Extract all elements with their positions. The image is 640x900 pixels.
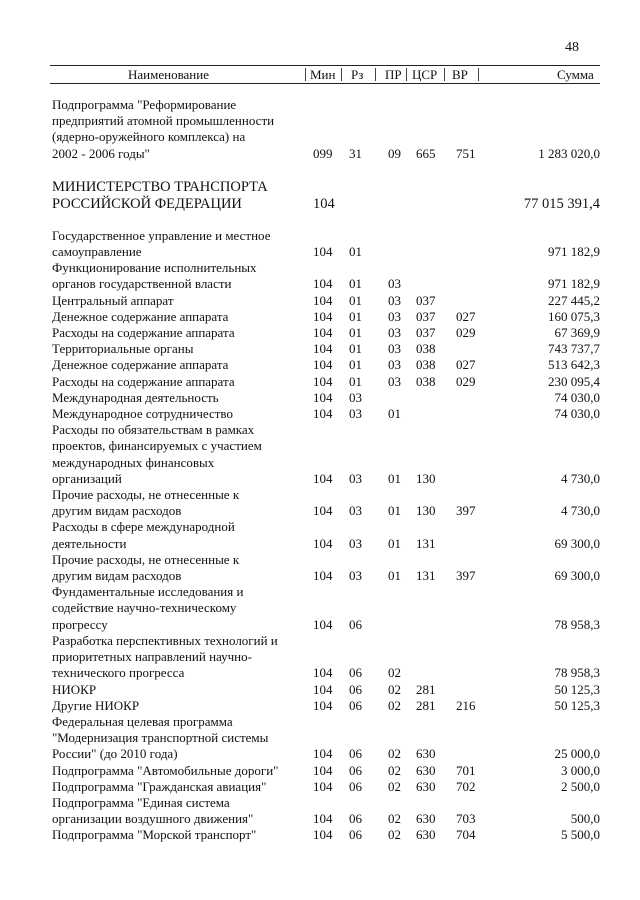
row-pr: 01 [388,503,401,519]
row-name-line: Территориальные органы [52,341,194,357]
row-name [52,682,297,698]
row-name [52,260,297,292]
row-name [52,714,297,763]
row-csr: 130 [416,503,436,519]
row-min: 104 [313,762,333,778]
row-name-line: Фундаментальные исследования и [52,584,244,600]
table-row [52,406,600,422]
row-name-line: Денежное содержание аппарата [52,308,229,324]
row-csr: 665 [416,145,436,161]
row-pr: 01 [388,406,401,422]
table-row [52,552,600,584]
header-csr: ЦСР [412,67,438,82]
header-vr: ВР [452,67,468,82]
table-row [52,827,600,843]
row-pr: 02 [388,697,401,713]
row-min: 104 [313,503,333,519]
row-rz: 06 [349,746,362,762]
row-name-line: технического прогресса [52,665,185,681]
row-rz: 03 [349,406,362,422]
table-row [52,633,600,682]
header-separator [375,68,376,81]
row-name-line: Подпрограмма "Гражданская авиация" [52,778,267,794]
row-sum: 50 125,3 [554,697,600,713]
row-min: 104 [313,811,333,827]
row-sum: 743 737,7 [548,341,600,357]
row-name-line: организации воздушного движения" [52,811,254,827]
table-row [52,228,600,260]
row-name [52,519,297,551]
row-rz: 06 [349,681,362,697]
row-vr: 751 [456,145,476,161]
row-min: 104 [313,357,333,373]
row-csr: 037 [416,308,436,324]
table-row [52,763,600,779]
row-name [52,487,297,519]
row-min: 104 [313,406,333,422]
row-csr: 037 [416,325,436,341]
row-min: 104 [313,276,333,292]
row-name [52,97,297,162]
row-rz: 06 [349,665,362,681]
row-vr: 397 [456,503,476,519]
row-vr: 029 [456,373,476,389]
table-row [52,179,600,214]
row-pr: 02 [388,811,401,827]
row-name [52,228,297,260]
table-row [52,390,600,406]
row-rz: 01 [349,292,362,308]
row-pr: 02 [388,681,401,697]
row-min: 104 [313,535,333,551]
row-name-line: органов государственной власти [52,276,232,292]
row-min: 104 [313,341,333,357]
row-sum: 5 500,0 [561,827,600,843]
table-row [52,714,600,763]
row-min: 104 [313,746,333,762]
row-name [52,633,297,682]
row-csr: 281 [416,681,436,697]
row-name-line: России" (до 2010 года) [52,746,178,762]
row-name [52,827,297,843]
row-min: 104 [313,196,335,213]
row-name-line: Функционирование исполнительных [52,260,257,276]
row-rz: 03 [349,568,362,584]
row-rz: 01 [349,244,362,260]
row-csr: 038 [416,373,436,389]
row-pr: 03 [388,341,401,357]
row-min: 104 [313,389,333,405]
row-csr: 131 [416,568,436,584]
row-min: 104 [313,470,333,486]
row-csr: 037 [416,292,436,308]
row-rz: 06 [349,697,362,713]
header-separator [305,68,306,81]
row-pr: 03 [388,373,401,389]
row-csr: 630 [416,811,436,827]
table-header [50,65,600,84]
table-row [52,682,600,698]
row-name-line: Подпрограмма "Морской транспорт" [52,827,257,843]
row-min: 104 [313,827,333,843]
row-rz: 01 [349,308,362,324]
row-name-line: Денежное содержание аппарата [52,357,229,373]
row-min: 099 [313,145,333,161]
row-rz: 06 [349,778,362,794]
row-name [52,795,297,827]
row-csr: 630 [416,746,436,762]
table-row [52,97,600,162]
row-pr: 01 [388,470,401,486]
row-vr: 027 [456,357,476,373]
row-name [52,422,297,487]
row-sum: 4 730,0 [561,470,600,486]
row-pr: 02 [388,746,401,762]
row-name [52,763,297,779]
row-pr: 03 [388,308,401,324]
table-row [52,341,600,357]
row-sum: 227 445,2 [548,292,600,308]
header-separator [406,68,407,81]
row-vr: 397 [456,568,476,584]
row-name [52,552,297,584]
row-sum: 971 182,9 [548,244,600,260]
row-sum: 69 300,0 [554,535,600,551]
row-csr: 038 [416,357,436,373]
row-pr: 01 [388,535,401,551]
row-name-line: Разработка перспективных технологий и [52,632,278,648]
row-rz: 06 [349,827,362,843]
row-csr: 630 [416,762,436,778]
row-name-line: МИНИСТЕРСТВО ТРАНСПОРТА [52,178,268,195]
row-csr: 630 [416,778,436,794]
row-sum: 50 125,3 [554,681,600,697]
row-rz: 01 [349,325,362,341]
row-name [52,341,297,357]
row-name [52,374,297,390]
table-row [52,374,600,390]
row-sum: 25 000,0 [554,746,600,762]
table-row [52,698,600,714]
row-csr: 038 [416,341,436,357]
row-pr: 02 [388,778,401,794]
row-rz: 03 [349,389,362,405]
row-name-line: содействие научно-техническому [52,600,237,616]
row-sum: 500,0 [570,811,600,827]
row-name-line: деятельности [52,535,127,551]
row-name-line: Подпрограмма "Автомобильные дороги" [52,762,279,778]
row-name-line: самоуправление [52,244,142,260]
row-pr: 02 [388,665,401,681]
table-row [52,779,600,795]
row-name-line: приоритетных направлений научно- [52,649,252,665]
row-rz: 03 [349,470,362,486]
row-name [52,390,297,406]
row-sum: 1 283 020,0 [538,145,600,161]
row-name [52,698,297,714]
row-sum: 69 300,0 [554,568,600,584]
row-name [52,584,297,633]
row-pr: 03 [388,357,401,373]
row-min: 104 [313,568,333,584]
row-name-line: (ядерно-оружейного комплекса) на [52,129,246,145]
row-sum: 78 958,3 [554,616,600,632]
row-name-line: НИОКР [52,681,97,697]
row-pr: 03 [388,276,401,292]
row-min: 104 [313,778,333,794]
row-sum: 230 095,4 [548,373,600,389]
row-pr: 02 [388,762,401,778]
table-row [52,422,600,487]
row-min: 104 [313,681,333,697]
row-name [52,357,297,373]
row-vr: 701 [456,762,476,778]
table-row [52,584,600,633]
row-name [52,779,297,795]
row-name [52,325,297,341]
row-name-line: РОССИЙСКОЙ ФЕДЕРАЦИИ [52,196,242,213]
table-row [52,260,600,292]
row-name-line: Международное сотрудничество [52,406,233,422]
row-vr: 216 [456,697,476,713]
row-pr: 01 [388,568,401,584]
table-row [52,519,600,551]
row-min: 104 [313,325,333,341]
row-name-line: "Модернизация транспортной системы [52,730,269,746]
page-number: 48 [565,40,579,55]
table-row [52,357,600,373]
table-row [52,487,600,519]
row-sum: 2 500,0 [561,778,600,794]
header-min: Мин [310,67,336,82]
row-rz: 01 [349,341,362,357]
row-min: 104 [313,244,333,260]
row-min: 104 [313,373,333,389]
row-pr: 03 [388,292,401,308]
row-vr: 702 [456,778,476,794]
header-name: Наименование [128,67,209,82]
row-pr: 02 [388,827,401,843]
header-rz: Рз [351,67,364,82]
row-name-line: Расходы на содержание аппарата [52,373,235,389]
row-min: 104 [313,308,333,324]
row-rz: 01 [349,276,362,292]
row-name [52,293,297,309]
row-name-line: организаций [52,470,122,486]
row-sum: 971 182,9 [548,276,600,292]
row-min: 104 [313,616,333,632]
row-pr: 03 [388,325,401,341]
row-rz: 06 [349,762,362,778]
row-name-line: Прочие расходы, не отнесенные к [52,551,240,567]
row-name-line: проектов, финансируемых с участием [52,438,262,454]
row-rz: 01 [349,373,362,389]
row-vr: 029 [456,325,476,341]
row-csr: 630 [416,827,436,843]
row-rz: 01 [349,357,362,373]
row-name-line: другим видам расходов [52,503,182,519]
row-sum: 513 642,3 [548,357,600,373]
row-sum: 160 075,3 [548,308,600,324]
table-row [52,309,600,325]
row-sum: 74 030,0 [554,406,600,422]
row-csr: 131 [416,535,436,551]
row-sum: 67 369,9 [554,325,600,341]
row-sum: 3 000,0 [561,762,600,778]
row-name-line: Расходы по обязательствам в рамках [52,422,255,438]
header-separator [478,68,479,81]
row-name-line: Государственное управление и местное [52,227,271,243]
row-sum: 77 015 391,4 [523,196,600,213]
row-vr: 703 [456,811,476,827]
row-name-line: Федеральная целевая программа [52,713,233,729]
row-sum: 74 030,0 [554,389,600,405]
row-rz: 03 [349,535,362,551]
row-csr: 130 [416,470,436,486]
row-name-line: международных финансовых [52,454,215,470]
table-row [52,325,600,341]
header-separator [341,68,342,81]
row-name [52,309,297,325]
row-min: 104 [313,292,333,308]
table-row [52,293,600,309]
header-sum: Сумма [557,67,594,82]
row-name-line: Расходы в сфере международной [52,519,235,535]
row-name [52,406,297,422]
row-sum: 78 958,3 [554,665,600,681]
row-min: 104 [313,665,333,681]
row-rz: 03 [349,503,362,519]
row-rz: 06 [349,616,362,632]
row-pr: 09 [388,145,401,161]
row-sum: 4 730,0 [561,503,600,519]
budget-table-body [52,97,600,844]
row-rz: 31 [349,145,362,161]
row-name [52,179,297,214]
table-row [52,795,600,827]
header-pr: ПР [385,67,402,82]
row-name-line: Подпрограмма "Реформирование [52,97,237,112]
header-separator [444,68,445,81]
row-name-line: другим видам расходов [52,568,182,584]
row-name-line: Центральный аппарат [52,292,174,308]
row-name-line: Расходы на содержание аппарата [52,325,235,341]
row-name-line: Международная деятельность [52,389,219,405]
row-vr: 027 [456,308,476,324]
row-name-line: прогрессу [52,616,108,632]
row-min: 104 [313,697,333,713]
row-name-line: предприятий атомной промышленности [52,113,275,129]
row-csr: 281 [416,697,436,713]
row-vr: 704 [456,827,476,843]
row-name-line: Прочие расходы, не отнесенные к [52,487,240,503]
row-name-line: Другие НИОКР [52,697,140,713]
row-rz: 06 [349,811,362,827]
row-name-line: Подпрограмма "Единая система [52,794,230,810]
row-name-line: 2002 - 2006 годы" [52,145,150,161]
